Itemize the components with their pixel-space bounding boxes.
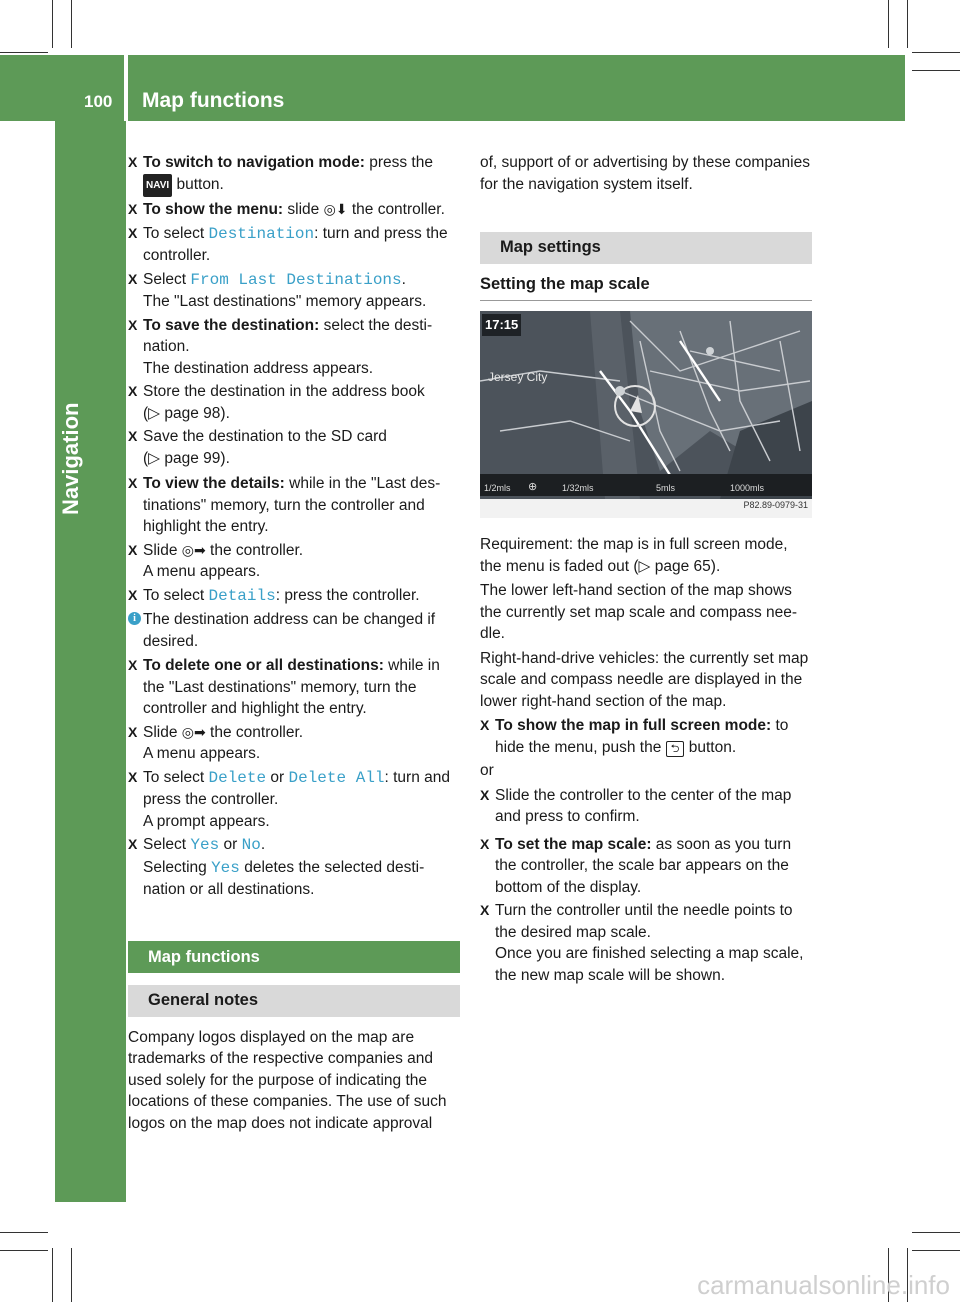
instruction-step: X Slide ◎➡ the controller. A menu appears. bbox=[128, 541, 304, 580]
instruction-step: X Turn the controller until the needle points to the desired map scale. Once you are finished selecting a map scale, the new map scale will be shown. bbox=[480, 902, 804, 984]
controller-slide-right-icon: ◎➡ bbox=[181, 541, 206, 558]
controller-slide-down-icon: ◎⬇ bbox=[323, 201, 348, 217]
step-marker-icon: X bbox=[480, 717, 490, 733]
menu-item-delete-all: Delete All bbox=[288, 768, 385, 787]
left-column bbox=[128, 152, 460, 1137]
crop-mark bbox=[907, 0, 908, 48]
menu-item-last-destinations: From Last Destinations bbox=[190, 270, 402, 289]
map-screenshot bbox=[480, 311, 812, 518]
info-icon: i bbox=[128, 612, 141, 625]
instruction-step: X Slide the controller to the center of the map and press to confirm. bbox=[480, 786, 792, 825]
step-marker-icon: X bbox=[128, 475, 138, 491]
step-marker-icon: X bbox=[128, 586, 138, 603]
menu-item-yes: Yes bbox=[190, 836, 220, 854]
step-marker-icon: X bbox=[128, 224, 138, 241]
crop-mark bbox=[71, 1248, 72, 1302]
instruction-step: X To set the map scale: as soon as you turn the controller, the scale bar appears on the bottom of the display. bbox=[480, 835, 792, 896]
step-marker-icon: X bbox=[128, 154, 138, 170]
instruction-step: X To select Delete or Delete All: turn and press the controller. A prompt appears. bbox=[128, 768, 451, 830]
map-scale-bar bbox=[480, 474, 812, 496]
crop-mark bbox=[888, 0, 889, 48]
page-header bbox=[0, 55, 905, 121]
crop-mark bbox=[912, 52, 960, 53]
navi-key-icon: NAVI bbox=[143, 174, 172, 198]
instruction-step: X To switch to navigation mode: press the NAVI button. bbox=[128, 152, 460, 197]
step-marker-icon: X bbox=[128, 657, 138, 673]
chapter-tab bbox=[55, 121, 126, 1202]
body-paragraph: of, support of or advertising by these companies for the navigation system itself. bbox=[480, 154, 810, 193]
crop-mark bbox=[52, 0, 53, 48]
info-note: i The destination address can be changed if desired. bbox=[128, 609, 460, 652]
subsection-heading: General notes bbox=[128, 985, 460, 1017]
section-heading: Map settings bbox=[480, 232, 812, 264]
scale-current: 1/2mls bbox=[484, 483, 511, 493]
body-paragraph: Company logos displayed on the map are trademarks of the respective companies and used solely for the purpose of indicating the locations of these companies. The use of such logos on the map does not indicate approval bbox=[128, 1028, 447, 1132]
crop-mark bbox=[912, 1250, 960, 1251]
step-marker-icon: X bbox=[480, 786, 490, 803]
crop-mark bbox=[912, 1232, 960, 1233]
step-marker-icon: X bbox=[128, 201, 138, 217]
instruction-step: X To select Destination: turn and press the controller. bbox=[128, 224, 448, 264]
step-marker-icon: X bbox=[480, 835, 490, 852]
crop-mark bbox=[52, 1248, 53, 1302]
step-marker-icon: X bbox=[128, 541, 138, 558]
step-marker-icon: X bbox=[128, 383, 138, 399]
chapter-tab-label: Navigation bbox=[58, 402, 83, 515]
step-marker-icon: X bbox=[128, 270, 138, 287]
page-number: 100 bbox=[84, 92, 113, 111]
scale-tick: 1000mls bbox=[730, 483, 765, 493]
step-marker-icon: X bbox=[128, 768, 138, 785]
page-reference: (▷ page 98). bbox=[143, 404, 230, 422]
instruction-step: X Save the destination to the SD card (▷ page 99). bbox=[128, 428, 387, 467]
instruction-step: X Slide ◎➡ the controller. A menu appears. bbox=[128, 723, 304, 762]
map-city-label: Jersey City bbox=[488, 370, 548, 384]
page-reference: (▷ page 99). bbox=[143, 449, 230, 467]
crop-mark bbox=[0, 52, 48, 53]
step-marker-icon: X bbox=[128, 428, 138, 444]
controller-slide-right-icon: ◎➡ bbox=[181, 723, 206, 740]
crop-mark bbox=[0, 1232, 48, 1233]
crop-mark bbox=[71, 0, 72, 48]
step-marker-icon: X bbox=[128, 723, 138, 740]
body-paragraph: Requirement: the map is in full screen mode, the menu is faded out (▷ page 65). bbox=[480, 536, 788, 575]
instruction-step: X To select Details: press the controller. bbox=[128, 586, 420, 605]
step-marker-icon: X bbox=[128, 316, 138, 333]
map-graphic bbox=[480, 311, 812, 499]
instruction-step: X To view the details: while in the "Last destinations" memory, turn the controller and highlight the entry. bbox=[128, 475, 441, 535]
body-text: or bbox=[480, 762, 494, 779]
instruction-step: X Select Yes or No. Selecting Yes deletes the selected destination or all destinations. bbox=[128, 836, 425, 898]
crop-mark bbox=[0, 1250, 48, 1251]
instruction-step: X To save the destination: select the destination. The destination address appears. bbox=[128, 316, 433, 377]
subsection-heading: Setting the map scale bbox=[480, 274, 812, 302]
body-paragraph: The lower left-hand section of the map shows the currently set map scale and compass needle. bbox=[480, 582, 798, 642]
map-clock: 17:15 bbox=[482, 314, 521, 336]
scale-tick: 1/32mls bbox=[562, 483, 594, 493]
section-heading: Map functions bbox=[128, 941, 460, 974]
scale-tick: 5mls bbox=[656, 483, 676, 493]
menu-item-no: No bbox=[241, 836, 261, 854]
back-button-icon: ⮌ bbox=[666, 741, 685, 757]
compass-needle-icon: ⊕ bbox=[528, 481, 538, 493]
menu-item-delete: Delete bbox=[208, 768, 267, 787]
step-marker-icon: X bbox=[480, 902, 490, 918]
instruction-step: X To show the map in full screen mode: to hide the menu, push the ⮌ button. bbox=[480, 717, 789, 756]
instruction-step: X Select From Last Destinations. The "Last destinations" memory appears. bbox=[128, 270, 427, 310]
menu-item-yes: Yes bbox=[211, 858, 240, 877]
instruction-step: X To show the menu: slide ◎⬇ the controller. bbox=[128, 199, 460, 221]
page-title: Map functions bbox=[142, 89, 285, 112]
figure-reference: P82.89-0979-31 bbox=[743, 499, 808, 510]
step-marker-icon: X bbox=[128, 836, 138, 852]
watermark: carmanualsonline.info bbox=[697, 1270, 950, 1300]
menu-item-details: Details bbox=[208, 586, 276, 605]
instruction-step: X To delete one or all destinations: while in the "Last destinations" memory, turn the controller and highlight the entry. bbox=[128, 657, 440, 717]
body-paragraph: Right-hand-drive vehicles: the currently set map scale and compass needle are displayed in the lower right-hand section of the map. bbox=[480, 649, 809, 710]
figure-caption-strip bbox=[480, 499, 812, 518]
instruction-step: X Store the destination in the address book (▷ page 98). bbox=[128, 383, 425, 422]
right-column bbox=[480, 152, 812, 988]
menu-item-destination: Destination bbox=[208, 224, 315, 243]
crop-mark bbox=[912, 70, 960, 71]
header-divider bbox=[124, 55, 128, 121]
